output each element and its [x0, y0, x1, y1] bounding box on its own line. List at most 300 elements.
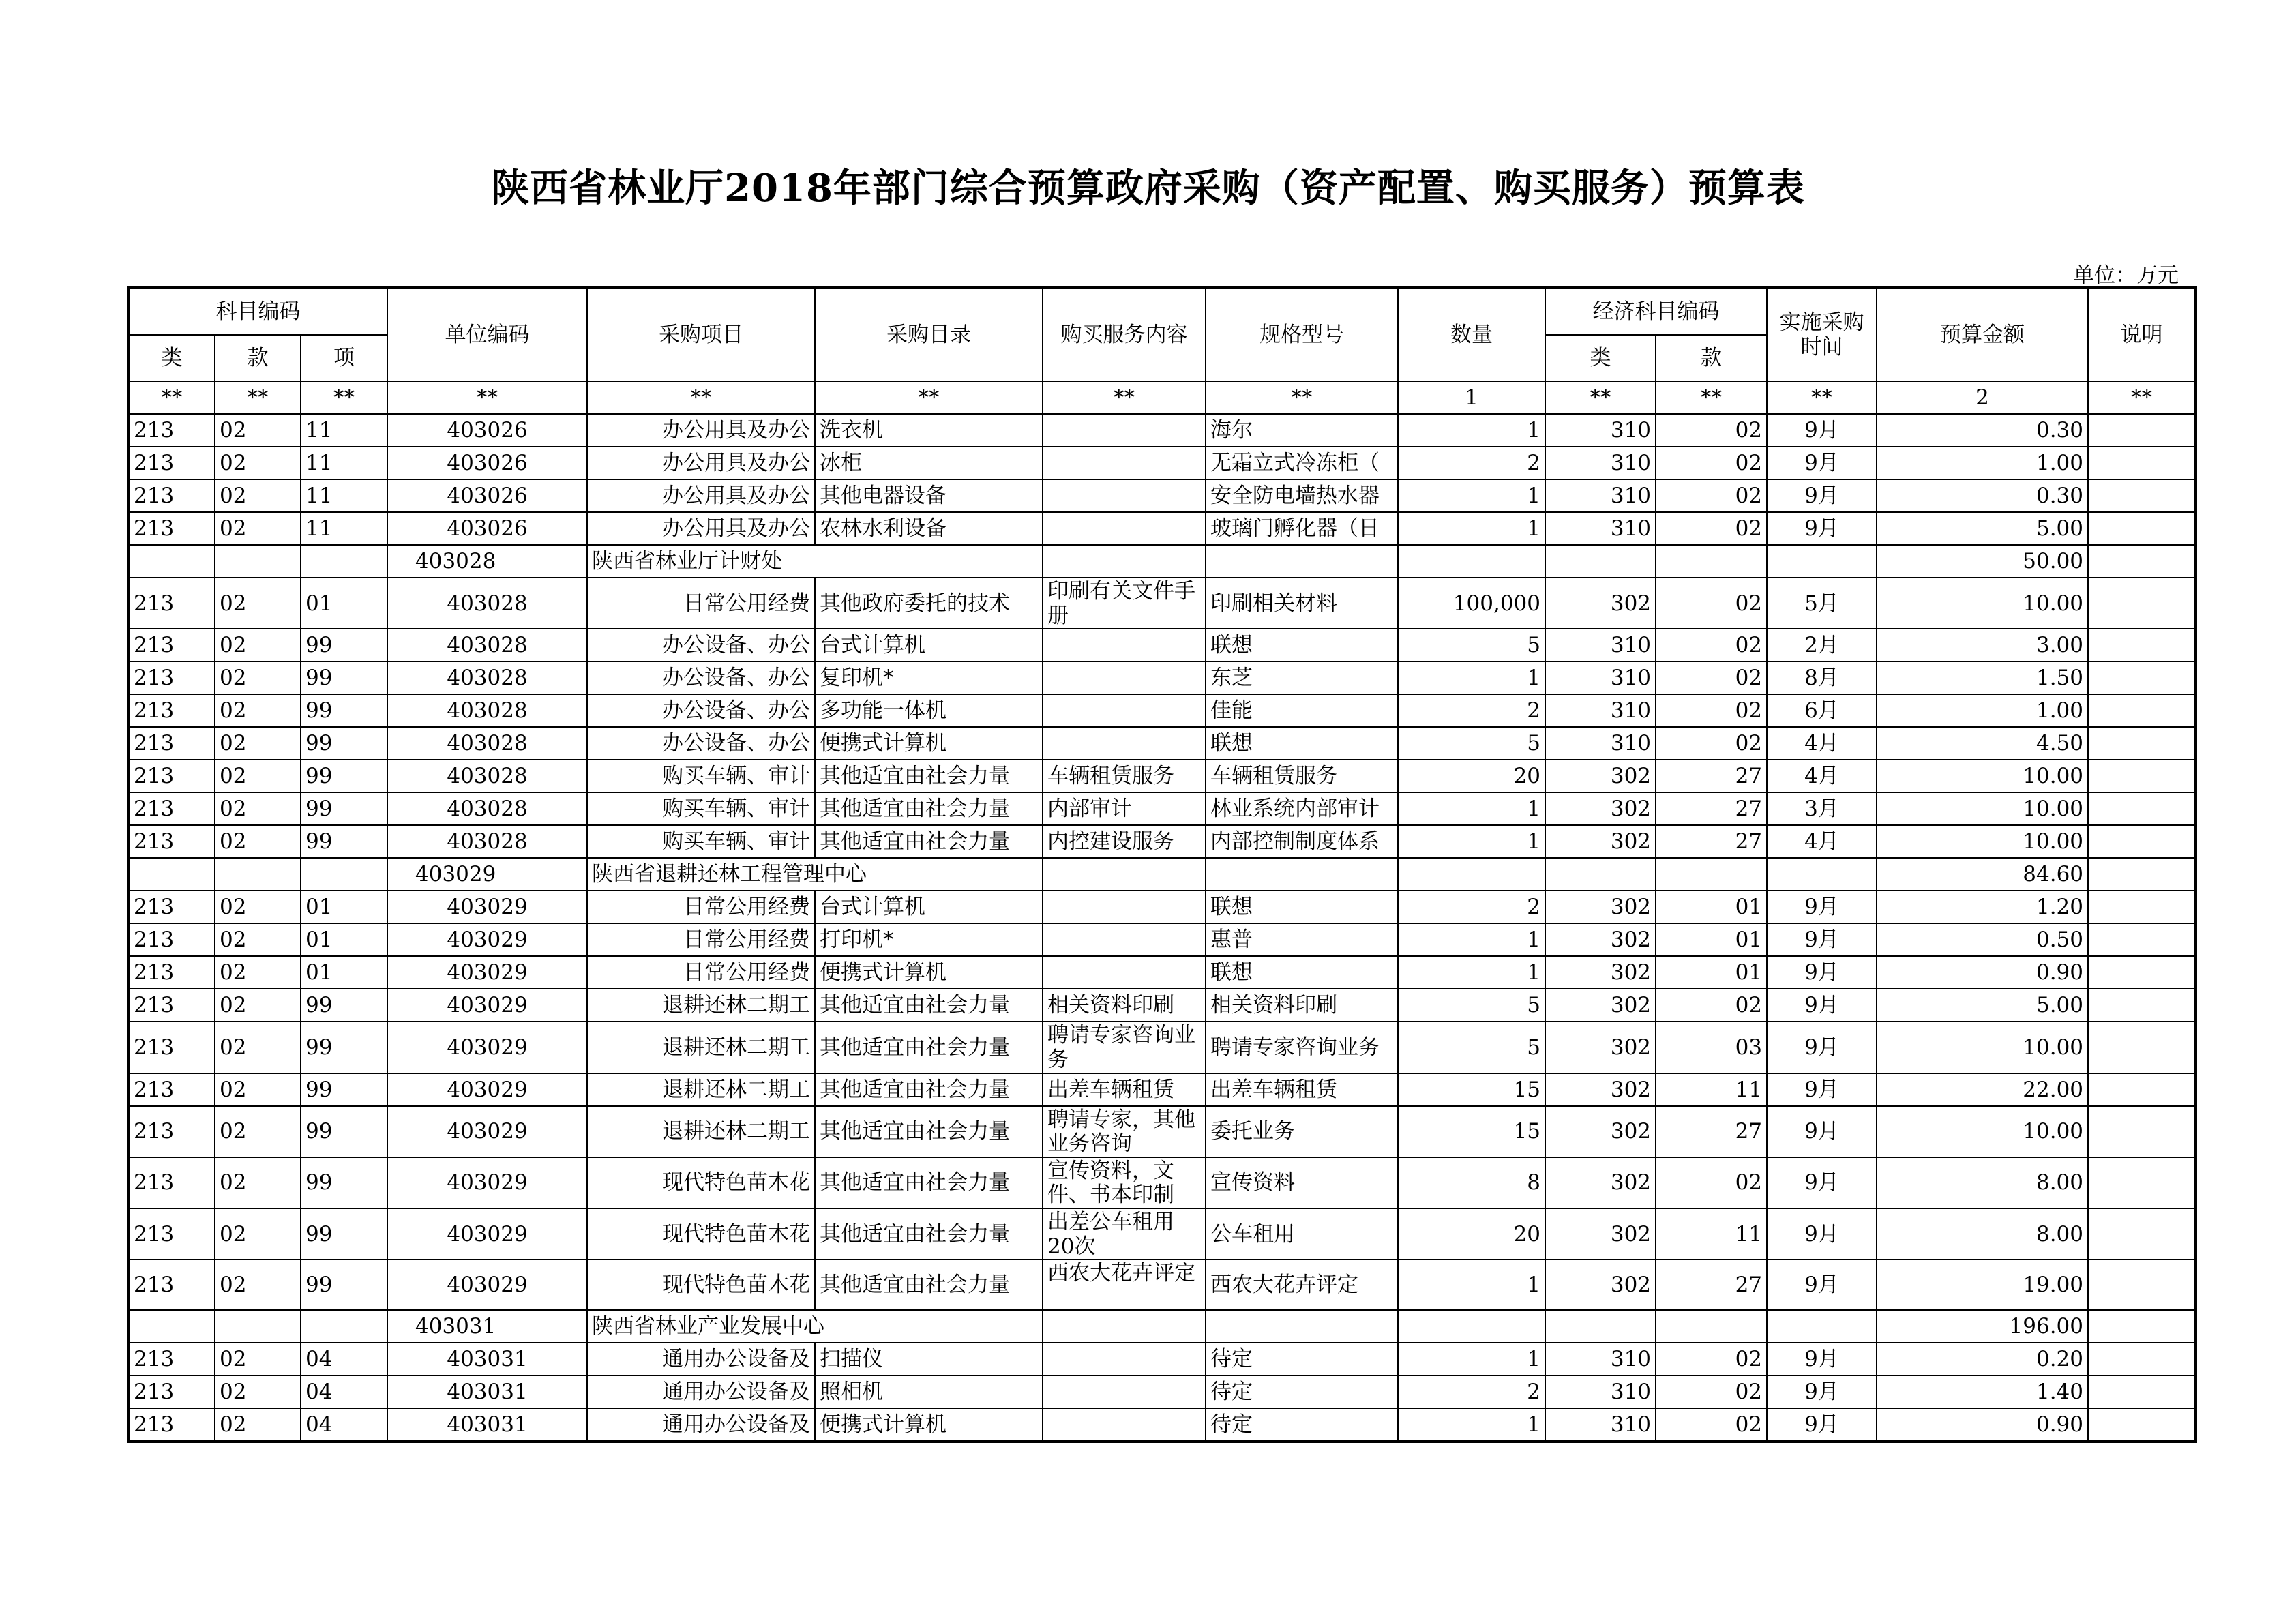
- time-cell: 9月: [1767, 1260, 1877, 1310]
- econ-lei-cell: 310: [1545, 694, 1656, 727]
- lei-cell: 213: [128, 1260, 215, 1310]
- amount-cell: 10.00: [1877, 1106, 2088, 1157]
- unit-code-cell: 403031: [387, 1408, 587, 1442]
- econ-kuan-cell: 02: [1656, 414, 1767, 447]
- unit-code-cell: 403028: [387, 760, 587, 792]
- lei-cell: 213: [128, 479, 215, 512]
- header-econ-lei: 类: [1545, 335, 1656, 381]
- xiang-cell: 99: [301, 1022, 387, 1073]
- xiang-cell: 11: [301, 479, 387, 512]
- amount-cell: 1.50: [1877, 661, 2088, 694]
- econ-kuan-cell: 01: [1656, 923, 1767, 956]
- service-cell: 出差车辆租赁: [1043, 1073, 1206, 1106]
- project-cell: 日常公用经费: [587, 578, 815, 629]
- table-row: [128, 727, 2196, 760]
- xiang-cell: 99: [301, 727, 387, 760]
- kuan-cell: 02: [215, 1343, 301, 1375]
- kuan-cell: 02: [215, 956, 301, 989]
- xiang-cell: 99: [301, 792, 387, 825]
- lei-cell: 213: [128, 694, 215, 727]
- marker-cell: **: [215, 381, 301, 414]
- amount-cell: 10.00: [1877, 1022, 2088, 1073]
- time-cell: 9月: [1767, 512, 1877, 545]
- econ-kuan-cell: 02: [1656, 629, 1767, 661]
- lei-cell: [128, 858, 215, 891]
- note-cell: [2088, 578, 2196, 629]
- xiang-cell: 99: [301, 760, 387, 792]
- table-row: [128, 1157, 2196, 1208]
- spec-cell: 林业系统内部审计: [1206, 792, 1398, 825]
- unit-code-cell: 403026: [387, 414, 587, 447]
- time-cell: 8月: [1767, 661, 1877, 694]
- service-cell: [1043, 923, 1206, 956]
- econ-lei-cell: 302: [1545, 760, 1656, 792]
- project-cell: 通用办公设备及: [587, 1375, 815, 1408]
- header-kuan: 款: [215, 335, 301, 381]
- econ-kuan-cell: 02: [1656, 661, 1767, 694]
- kuan-cell: 02: [215, 694, 301, 727]
- xiang-cell: 01: [301, 578, 387, 629]
- project-cell: 现代特色苗木花: [587, 1208, 815, 1260]
- unit-code-cell: 403029: [387, 1073, 587, 1106]
- project-cell: 日常公用经费: [587, 923, 815, 956]
- spec-cell: 联想: [1206, 891, 1398, 923]
- service-cell: [1043, 1375, 1206, 1408]
- table-row: [128, 414, 2196, 447]
- kuan-cell: 02: [215, 479, 301, 512]
- spec-cell: [1206, 858, 1398, 891]
- quantity-cell: 1: [1398, 923, 1545, 956]
- table-row: [128, 512, 2196, 545]
- unit-code-cell: 403028: [387, 792, 587, 825]
- spec-cell: 出差车辆租赁: [1206, 1073, 1398, 1106]
- service-cell: [1043, 694, 1206, 727]
- spec-cell: 待定: [1206, 1408, 1398, 1442]
- xiang-cell: 11: [301, 414, 387, 447]
- table-row: [128, 447, 2196, 479]
- project-cell: 办公用具及办公: [587, 414, 815, 447]
- time-cell: [1767, 1310, 1877, 1343]
- lei-cell: 213: [128, 989, 215, 1022]
- project-cell: 购买车辆、审计: [587, 792, 815, 825]
- spec-cell: 联想: [1206, 956, 1398, 989]
- amount-cell: 10.00: [1877, 760, 2088, 792]
- marker-cell: **: [387, 381, 587, 414]
- quantity-cell: 2: [1398, 694, 1545, 727]
- spec-cell: 宣传资料: [1206, 1157, 1398, 1208]
- unit-code-cell: 403029: [387, 1022, 587, 1073]
- time-cell: 4月: [1767, 727, 1877, 760]
- marker-cell: **: [1545, 381, 1656, 414]
- quantity-cell: 2: [1398, 1375, 1545, 1408]
- note-cell: [2088, 1375, 2196, 1408]
- catalog-cell: 便携式计算机: [815, 727, 1043, 760]
- quantity-cell: 15: [1398, 1073, 1545, 1106]
- quantity-cell: 15: [1398, 1106, 1545, 1157]
- group-row: [128, 545, 2196, 578]
- project-cell: 现代特色苗木花: [587, 1157, 815, 1208]
- econ-kuan-cell: 02: [1656, 1375, 1767, 1408]
- catalog-cell: 其他适宜由社会力量: [815, 1106, 1043, 1157]
- catalog-cell: 台式计算机: [815, 629, 1043, 661]
- page-title: 陕西省林业厅2018年部门综合预算政府采购（资产配置、购买服务）预算表: [491, 166, 1805, 211]
- note-cell: [2088, 414, 2196, 447]
- lei-cell: 213: [128, 727, 215, 760]
- catalog-cell: 其他适宜由社会力量: [815, 792, 1043, 825]
- table-row: [128, 578, 2196, 629]
- service-cell: [1043, 727, 1206, 760]
- unit-code-cell: 403029: [387, 1208, 587, 1260]
- econ-lei-cell: 302: [1545, 1208, 1656, 1260]
- quantity-cell: 1: [1398, 479, 1545, 512]
- econ-lei-cell: 302: [1545, 1260, 1656, 1310]
- econ-lei-cell: 302: [1545, 1073, 1656, 1106]
- time-cell: 4月: [1767, 825, 1877, 858]
- service-cell: 内部审计: [1043, 792, 1206, 825]
- note-cell: [2088, 1343, 2196, 1375]
- quantity-cell: 8: [1398, 1157, 1545, 1208]
- project-cell: 办公用具及办公: [587, 512, 815, 545]
- marker-cell: **: [815, 381, 1043, 414]
- catalog-cell: 洗衣机: [815, 414, 1043, 447]
- note-cell: [2088, 447, 2196, 479]
- service-cell: 内控建设服务: [1043, 825, 1206, 858]
- amount-cell: 5.00: [1877, 512, 2088, 545]
- kuan-cell: 02: [215, 578, 301, 629]
- econ-kuan-cell: 27: [1656, 1260, 1767, 1310]
- spec-cell: 内部控制制度体系: [1206, 825, 1398, 858]
- amount-cell: 10.00: [1877, 825, 2088, 858]
- xiang-cell: 04: [301, 1375, 387, 1408]
- econ-kuan-cell: 11: [1656, 1208, 1767, 1260]
- lei-cell: 213: [128, 629, 215, 661]
- quantity-cell: 5: [1398, 727, 1545, 760]
- catalog-cell: 便携式计算机: [815, 956, 1043, 989]
- unit-label: 单位：万元: [2073, 263, 2179, 288]
- header-project: 采购项目: [587, 288, 815, 381]
- unit-code-cell: 403028: [387, 578, 587, 629]
- project-cell: 退耕还林二期工: [587, 1022, 815, 1073]
- time-cell: [1767, 545, 1877, 578]
- spec-cell: 相关资料印刷: [1206, 989, 1398, 1022]
- note-cell: [2088, 858, 2196, 891]
- econ-kuan-cell: 02: [1656, 1408, 1767, 1442]
- econ-lei-cell: 310: [1545, 479, 1656, 512]
- amount-cell: 1.20: [1877, 891, 2088, 923]
- amount-cell: 10.00: [1877, 792, 2088, 825]
- service-cell: [1043, 661, 1206, 694]
- marker-cell: **: [128, 381, 215, 414]
- time-cell: 9月: [1767, 891, 1877, 923]
- econ-lei-cell: 302: [1545, 891, 1656, 923]
- spec-cell: 待定: [1206, 1343, 1398, 1375]
- amount-cell: 0.90: [1877, 1408, 2088, 1442]
- catalog-cell: 其他适宜由社会力量: [815, 1208, 1043, 1260]
- project-cell: 现代特色苗木花: [587, 1260, 815, 1310]
- catalog-cell: 其他适宜由社会力量: [815, 1022, 1043, 1073]
- catalog-cell: 农林水利设备: [815, 512, 1043, 545]
- kuan-cell: 02: [215, 512, 301, 545]
- marker-cell: 1: [1398, 381, 1545, 414]
- unit-code-cell: 403028: [387, 694, 587, 727]
- amount-cell: 1.00: [1877, 447, 2088, 479]
- time-cell: 9月: [1767, 1022, 1877, 1073]
- econ-kuan-cell: [1656, 545, 1767, 578]
- table-row: [128, 760, 2196, 792]
- kuan-cell: 02: [215, 1408, 301, 1442]
- marker-cell: **: [2088, 381, 2196, 414]
- project-cell: 日常公用经费: [587, 956, 815, 989]
- amount-cell: 8.00: [1877, 1208, 2088, 1260]
- catalog-cell: 其他电器设备: [815, 479, 1043, 512]
- lei-cell: 213: [128, 1022, 215, 1073]
- spec-cell: 西农大花卉评定: [1206, 1260, 1398, 1310]
- unit-code-cell: 403028: [387, 727, 587, 760]
- xiang-cell: 99: [301, 1073, 387, 1106]
- catalog-cell: 复印机*: [815, 661, 1043, 694]
- unit-code-cell: 403031: [387, 1375, 587, 1408]
- quantity-cell: 5: [1398, 629, 1545, 661]
- group-row: [128, 858, 2196, 891]
- note-cell: [2088, 1260, 2196, 1310]
- xiang-cell: 04: [301, 1408, 387, 1442]
- econ-kuan-cell: 02: [1656, 447, 1767, 479]
- kuan-cell: 02: [215, 1022, 301, 1073]
- table-row: [128, 825, 2196, 858]
- quantity-cell: 100,000: [1398, 578, 1545, 629]
- time-cell: 9月: [1767, 1375, 1877, 1408]
- lei-cell: 213: [128, 923, 215, 956]
- service-cell: 宣传资料，文件、书本印制: [1043, 1157, 1206, 1208]
- quantity-cell: [1398, 1310, 1545, 1343]
- quantity-cell: [1398, 545, 1545, 578]
- econ-kuan-cell: 02: [1656, 578, 1767, 629]
- lei-cell: 213: [128, 1073, 215, 1106]
- header-econ-code: 经济科目编码: [1545, 288, 1767, 335]
- kuan-cell: 02: [215, 825, 301, 858]
- xiang-cell: 11: [301, 512, 387, 545]
- unit-code-cell: 403029: [387, 989, 587, 1022]
- lei-cell: 213: [128, 414, 215, 447]
- note-cell: [2088, 727, 2196, 760]
- note-cell: [2088, 479, 2196, 512]
- note-cell: [2088, 760, 2196, 792]
- service-cell: [1043, 858, 1206, 891]
- header-unit-code: 单位编码: [387, 288, 587, 381]
- xiang-cell: [301, 1310, 387, 1343]
- amount-cell: 0.20: [1877, 1343, 2088, 1375]
- kuan-cell: 02: [215, 414, 301, 447]
- service-cell: 印刷有关文件手册: [1043, 578, 1206, 629]
- kuan-cell: 02: [215, 1260, 301, 1310]
- service-cell: 相关资料印刷: [1043, 989, 1206, 1022]
- service-cell: [1043, 1310, 1206, 1343]
- spec-cell: 联想: [1206, 629, 1398, 661]
- service-cell: 聘请专家，其他业务咨询: [1043, 1106, 1206, 1157]
- econ-lei-cell: 302: [1545, 923, 1656, 956]
- quantity-cell: 5: [1398, 1022, 1545, 1073]
- time-cell: 2月: [1767, 629, 1877, 661]
- spec-cell: 联想: [1206, 727, 1398, 760]
- xiang-cell: 99: [301, 989, 387, 1022]
- quantity-cell: 1: [1398, 1260, 1545, 1310]
- time-cell: 9月: [1767, 1106, 1877, 1157]
- note-cell: [2088, 1310, 2196, 1343]
- amount-cell: 84.60: [1877, 858, 2088, 891]
- lei-cell: [128, 545, 215, 578]
- kuan-cell: 02: [215, 629, 301, 661]
- marker-cell: **: [1043, 381, 1206, 414]
- spec-cell: [1206, 1310, 1398, 1343]
- spec-cell: 惠普: [1206, 923, 1398, 956]
- lei-cell: 213: [128, 578, 215, 629]
- xiang-cell: 99: [301, 825, 387, 858]
- econ-kuan-cell: 02: [1656, 727, 1767, 760]
- spec-cell: 公车租用: [1206, 1208, 1398, 1260]
- econ-lei-cell: 302: [1545, 578, 1656, 629]
- header-note: 说明: [2088, 288, 2196, 381]
- lei-cell: 213: [128, 891, 215, 923]
- marker-cell: **: [301, 381, 387, 414]
- group-name-cell: 陕西省退耕还林工程管理中心: [587, 858, 1043, 891]
- spec-cell: 无霜立式冷冻柜（: [1206, 447, 1398, 479]
- header-subject-code: 科目编码: [128, 288, 387, 335]
- econ-kuan-cell: 27: [1656, 760, 1767, 792]
- xiang-cell: 01: [301, 923, 387, 956]
- econ-lei-cell: [1545, 545, 1656, 578]
- amount-cell: 1.00: [1877, 694, 2088, 727]
- catalog-cell: 其他适宜由社会力量: [815, 1157, 1043, 1208]
- service-cell: [1043, 891, 1206, 923]
- service-cell: 西农大花卉评定: [1043, 1260, 1206, 1310]
- spec-cell: 海尔: [1206, 414, 1398, 447]
- kuan-cell: [215, 1310, 301, 1343]
- lei-cell: 213: [128, 825, 215, 858]
- lei-cell: 213: [128, 1408, 215, 1442]
- econ-kuan-cell: 27: [1656, 1106, 1767, 1157]
- table-row: [128, 661, 2196, 694]
- unit-code-cell: 403028: [387, 661, 587, 694]
- kuan-cell: 02: [215, 923, 301, 956]
- header-amount: 预算金额: [1877, 288, 2088, 381]
- econ-lei-cell: 302: [1545, 989, 1656, 1022]
- table-row: [128, 891, 2196, 923]
- quantity-cell: 1: [1398, 661, 1545, 694]
- service-cell: [1043, 414, 1206, 447]
- amount-cell: 0.50: [1877, 923, 2088, 956]
- kuan-cell: 02: [215, 661, 301, 694]
- time-cell: [1767, 858, 1877, 891]
- amount-cell: 0.30: [1877, 414, 2088, 447]
- econ-lei-cell: 310: [1545, 512, 1656, 545]
- note-cell: [2088, 694, 2196, 727]
- lei-cell: 213: [128, 760, 215, 792]
- quantity-cell: 1: [1398, 956, 1545, 989]
- econ-lei-cell: 302: [1545, 1157, 1656, 1208]
- catalog-cell: 其他适宜由社会力量: [815, 1260, 1043, 1310]
- quantity-cell: [1398, 858, 1545, 891]
- service-cell: [1043, 447, 1206, 479]
- amount-cell: 22.00: [1877, 1073, 2088, 1106]
- kuan-cell: 02: [215, 1375, 301, 1408]
- lei-cell: 213: [128, 661, 215, 694]
- note-cell: [2088, 661, 2196, 694]
- amount-cell: 0.90: [1877, 956, 2088, 989]
- project-cell: 办公设备、办公: [587, 694, 815, 727]
- unit-code-cell: 403028: [387, 629, 587, 661]
- project-cell: 退耕还林二期工: [587, 1073, 815, 1106]
- xiang-cell: 99: [301, 629, 387, 661]
- service-cell: [1043, 479, 1206, 512]
- table-row: [128, 1343, 2196, 1375]
- time-cell: 9月: [1767, 989, 1877, 1022]
- project-cell: 通用办公设备及: [587, 1343, 815, 1375]
- xiang-cell: 99: [301, 1157, 387, 1208]
- econ-kuan-cell: [1656, 1310, 1767, 1343]
- note-cell: [2088, 1208, 2196, 1260]
- table-row: [128, 629, 2196, 661]
- xiang-cell: 99: [301, 1106, 387, 1157]
- service-cell: 车辆租赁服务: [1043, 760, 1206, 792]
- econ-kuan-cell: 01: [1656, 891, 1767, 923]
- header-catalog: 采购目录: [815, 288, 1043, 381]
- amount-cell: 8.00: [1877, 1157, 2088, 1208]
- econ-lei-cell: 302: [1545, 792, 1656, 825]
- lei-cell: 213: [128, 956, 215, 989]
- time-cell: 9月: [1767, 479, 1877, 512]
- lei-cell: 213: [128, 792, 215, 825]
- spec-cell: 车辆租赁服务: [1206, 760, 1398, 792]
- kuan-cell: 02: [215, 1073, 301, 1106]
- amount-cell: 10.00: [1877, 578, 2088, 629]
- spec-cell: 玻璃门孵化器（日: [1206, 512, 1398, 545]
- amount-cell: 0.30: [1877, 479, 2088, 512]
- econ-kuan-cell: 02: [1656, 1157, 1767, 1208]
- spec-cell: 聘请专家咨询业务: [1206, 1022, 1398, 1073]
- spec-cell: [1206, 545, 1398, 578]
- unit-code-cell: 403026: [387, 479, 587, 512]
- project-cell: 办公用具及办公: [587, 447, 815, 479]
- unit-code-cell: 403029: [387, 891, 587, 923]
- table-row: [128, 1073, 2196, 1106]
- budget-table: [127, 286, 2197, 1443]
- project-cell: 日常公用经费: [587, 891, 815, 923]
- unit-code-cell: 403026: [387, 447, 587, 479]
- econ-kuan-cell: 02: [1656, 479, 1767, 512]
- econ-lei-cell: [1545, 858, 1656, 891]
- econ-lei-cell: 302: [1545, 956, 1656, 989]
- project-cell: 通用办公设备及: [587, 1408, 815, 1442]
- xiang-cell: 99: [301, 661, 387, 694]
- econ-lei-cell: 310: [1545, 727, 1656, 760]
- catalog-cell: 冰柜: [815, 447, 1043, 479]
- table-row: [128, 792, 2196, 825]
- marker-cell: **: [587, 381, 815, 414]
- kuan-cell: 02: [215, 891, 301, 923]
- time-cell: 9月: [1767, 1073, 1877, 1106]
- note-cell: [2088, 989, 2196, 1022]
- unit-code-cell: 403031: [387, 1343, 587, 1375]
- service-cell: [1043, 1343, 1206, 1375]
- catalog-cell: 打印机*: [815, 923, 1043, 956]
- spec-cell: 佳能: [1206, 694, 1398, 727]
- kuan-cell: 02: [215, 447, 301, 479]
- xiang-cell: 99: [301, 694, 387, 727]
- project-cell: 退耕还林二期工: [587, 1106, 815, 1157]
- group-name-cell: 陕西省林业产业发展中心: [587, 1310, 1043, 1343]
- econ-lei-cell: 310: [1545, 1408, 1656, 1442]
- marker-cell: **: [1206, 381, 1398, 414]
